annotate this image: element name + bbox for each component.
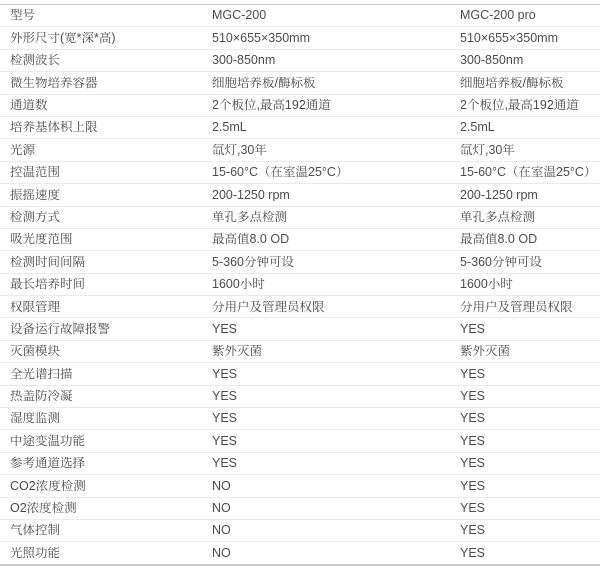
spec-value-mgc200: 5-360分钟可设 [212,255,294,269]
spec-value-mgc200: 最高值8.0 OD [212,233,290,246]
spec-label: 光源 [10,143,36,157]
spec-value-mgc200pro: 5-360分钟可设 [460,255,542,269]
table-row [0,50,600,72]
spec-label: 权限管理 [10,300,61,314]
spec-label: 检测波长 [10,54,61,67]
spec-label: 检测方式 [10,210,61,224]
table-row [0,184,600,206]
spec-value-mgc200: 300-850nm [212,54,276,67]
spec-value-mgc200pro: 单孔多点检测 [460,210,536,224]
table-row [0,341,600,363]
spec-value-mgc200: 2个板位,最高192通道 [212,99,331,112]
spec-label: 检测时间间隔 [10,255,86,269]
spec-label: 设备运行故障报警 [10,322,111,336]
spec-value-mgc200: YES [212,412,238,425]
spec-label: 培养基体积上限 [10,121,98,134]
spec-label: 热盖防冷凝 [10,390,73,403]
spec-table [0,4,600,566]
spec-value-mgc200pro: 2个板位,最高192通道 [460,99,579,112]
spec-value-mgc200: 510×655×350mm [212,31,310,45]
spec-label: 通道数 [10,99,48,112]
column-header-mgc200pro: MGC-200 pro [460,9,536,22]
spec-value-mgc200pro: YES [460,434,486,448]
spec-value-mgc200pro: 15-60°C（在室温25°C） [460,166,597,179]
table-row [0,207,600,229]
table-row [0,498,600,520]
spec-label: 中途变温功能 [10,434,86,448]
table-row [0,475,600,497]
table-row [0,139,600,161]
spec-value-mgc200: 单孔多点检测 [212,210,288,224]
spec-label: 振摇速度 [10,188,61,202]
spec-value-mgc200pro: 分用户及管理员权限 [460,300,573,314]
spec-value-mgc200pro: 1600小时 [460,278,513,291]
table-row [0,251,600,273]
spec-value-mgc200pro: YES [460,479,486,493]
spec-value-mgc200: NO [212,546,231,560]
spec-value-mgc200pro: 300-850nm [460,54,524,67]
spec-value-mgc200: 15-60°C（在室温25°C） [212,166,349,179]
spec-value-mgc200: 细胞培养板/酶标板 [212,76,316,90]
spec-value-mgc200: NO [212,524,231,537]
spec-value-mgc200: 紫外灭菌 [212,345,263,358]
spec-value-mgc200: YES [212,367,238,381]
table-row [0,162,600,184]
table-row [0,408,600,430]
spec-value-mgc200pro: YES [460,390,486,403]
table-row [0,27,600,49]
spec-value-mgc200pro: 200-1250 rpm [460,188,538,202]
spec-value-mgc200pro: YES [460,524,486,537]
table-row [0,229,600,251]
table-row [0,386,600,408]
spec-value-mgc200: NO [212,479,231,493]
spec-label: 光照功能 [10,546,61,560]
table-row [0,274,600,296]
header-row [0,5,600,27]
spec-label: 控温范围 [10,166,61,179]
spec-value-mgc200pro: 最高值8.0 OD [460,233,538,246]
spec-value-mgc200pro: YES [460,367,486,381]
spec-value-mgc200pro: YES [460,546,486,560]
spec-value-mgc200pro: 细胞培养板/酶标板 [460,76,564,90]
spec-value-mgc200: YES [212,457,238,470]
spec-value-mgc200: 2.5mL [212,121,247,134]
spec-value-mgc200: YES [212,322,238,336]
spec-value-mgc200: 200-1250 rpm [212,188,290,202]
spec-label: 参考通道选择 [10,457,86,470]
spec-value-mgc200: 1600小时 [212,278,265,291]
table-row [0,453,600,475]
spec-label: 湿度监测 [10,412,61,425]
spec-label: 灭菌模块 [10,345,61,358]
spec-value-mgc200: YES [212,390,238,403]
spec-label: 最长培养时间 [10,278,86,291]
spec-label: 气体控制 [10,524,61,537]
spec-value-mgc200pro: YES [460,322,486,336]
spec-label: O2浓度检测 [10,502,77,515]
spec-label: CO2浓度检测 [10,479,86,493]
table-row [0,318,600,340]
spec-value-mgc200: YES [212,434,238,448]
spec-label: 微生物培养容器 [10,76,98,90]
spec-value-mgc200pro: YES [460,502,486,515]
table-row [0,117,600,139]
spec-value-mgc200: 分用户及管理员权限 [212,300,325,314]
table-row [0,520,600,542]
spec-value-mgc200: 氙灯,30年 [212,143,267,157]
spec-label: 外形尺寸(宽*深*高) [10,31,116,45]
spec-value-mgc200pro: 氙灯,30年 [460,143,515,157]
spec-value-mgc200pro: 紫外灭菌 [460,345,511,358]
spec-value-mgc200pro: YES [460,457,486,470]
table-row [0,542,600,563]
column-header-mgc200: MGC-200 [212,9,267,22]
table-row [0,430,600,452]
spec-value-mgc200pro: 2.5mL [460,121,495,134]
spec-label: 吸光度范围 [10,233,73,246]
table-row [0,72,600,94]
column-header-label: 型号 [10,9,36,22]
spec-label: 全光谱扫描 [10,367,73,381]
spec-value-mgc200: NO [212,502,231,515]
spec-value-mgc200pro: 510×655×350mm [460,31,558,45]
table-row [0,296,600,318]
table-row [0,95,600,117]
spec-value-mgc200pro: YES [460,412,486,425]
table-row [0,363,600,385]
